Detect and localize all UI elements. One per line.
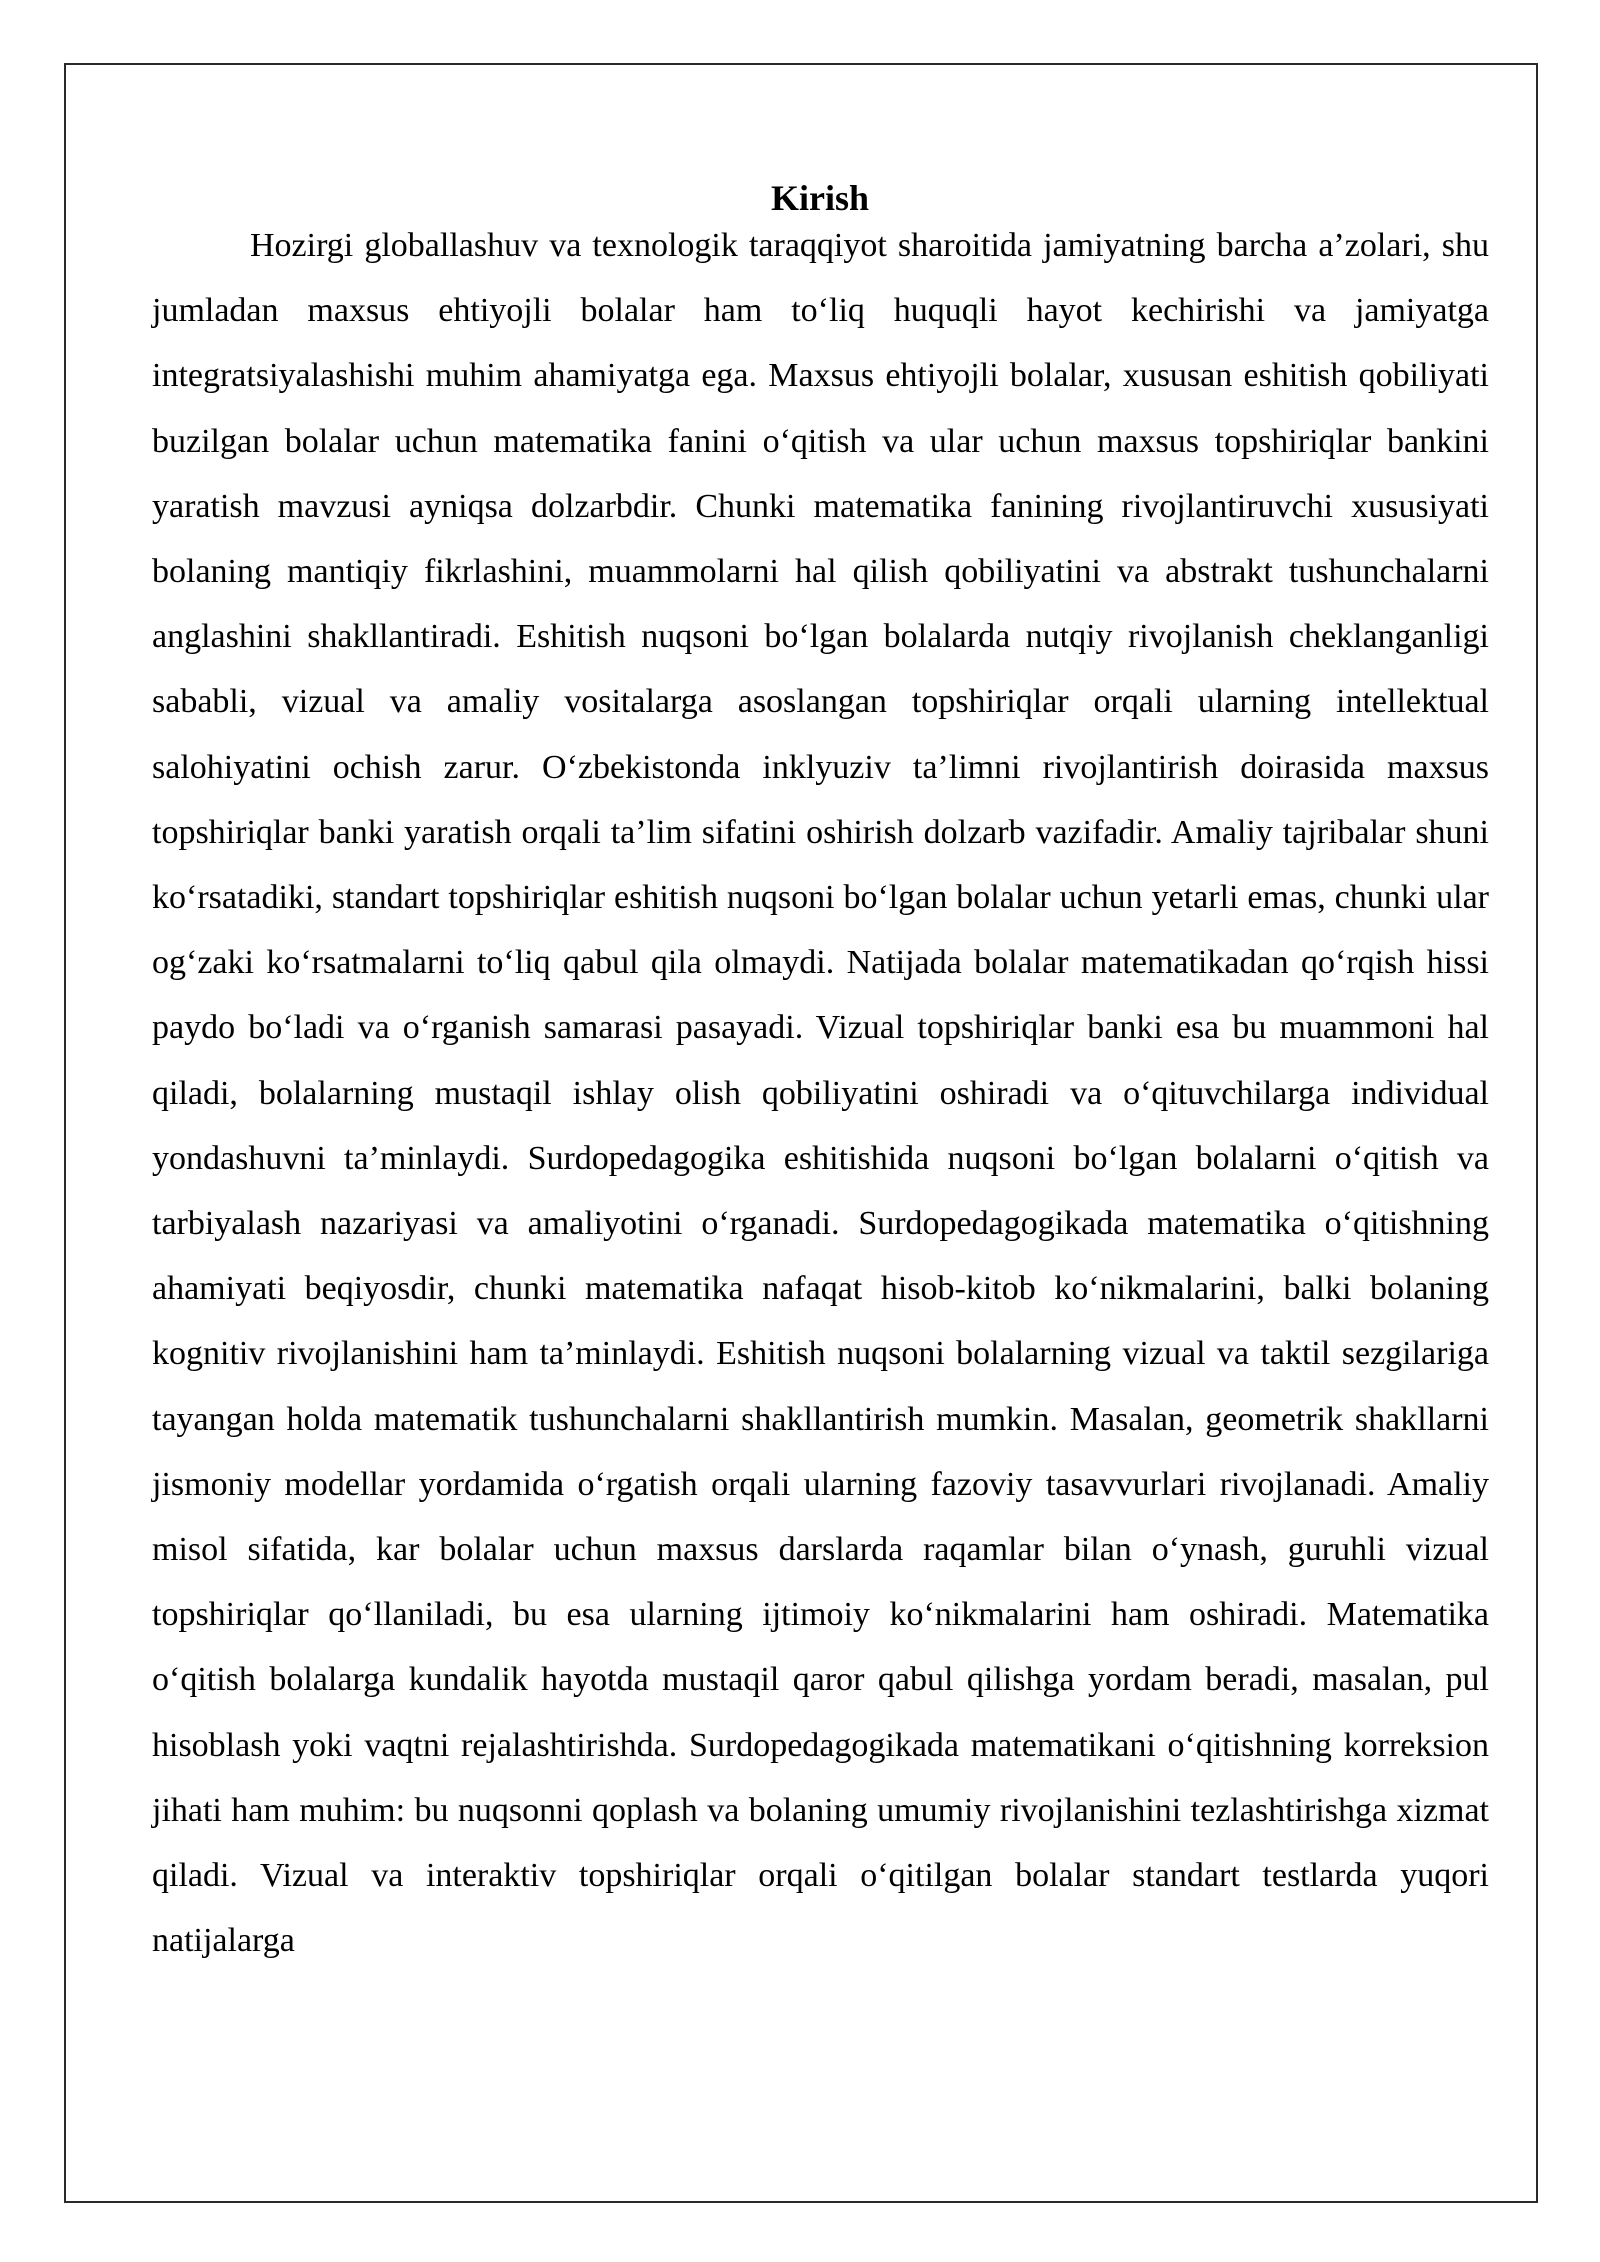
page-title: Kirish — [770, 178, 869, 219]
body-paragraph: Hozirgi globallashuv va texnologik taraqqiyot sharoitida jamiyatning barcha a’zolari, shu jumladan maxsus ehtiyojli bolalar ham to‘liq huquqli hayot kechirishi va jamiyatga integratsiyalashishi muhim ahamiyatga ega. Maxsus ehtiyojli bolalar, xususan eshitish qobiliyati buzilgan bolalar uchun matematika fanini o‘qitish va ular uchun maxsus topshiriqlar bankini yaratish mavzusi ayniqsa dolzarbdir. Chunki matematika fanining rivojlantiruvchi xususiyati bolaning mantiqiy fikrlashini, muammolarni hal qilish qobiliyatini va abstrakt tushunchalarni anglashini shakllantiradi. Eshitish nuqsoni bo‘lgan bolalarda nutqiy rivojlanish cheklanganligi sababli, vizual va amaliy vositalarga asoslangan topshiriqlar orqali ularning intellektual salohiyatini ochish zarur. O‘zbekistonda inklyuziv ta’limni rivojlantirish doirasida maxsus topshiriqlar banki yaratish orqali ta’lim sifatini oshirish dolzarb vazifadir. Amaliy tajribalar shuni ko‘rsatadiki, standart topshiriqlar eshitish nuqsoni bo‘lgan bolalar uchun yetarli emas, chunki ular og‘zaki ko‘rsatmalarni to‘liq qabul qila olmaydi. Natijada bolalar matematikadan qo‘rqish hissi paydo bo‘ladi va o‘rganish samarasi pasayadi. Vizual topshiriqlar banki esa bu muammoni hal qiladi, bolalarning mustaqil ishlay olish qobiliyatini oshiradi va o‘qituvchilarga individual yondashuvni ta’minlaydi. Surdopedagogika eshitishida nuqsoni bo‘lgan bolalarni o‘qitish va tarbiyalash nazariyasi va amaliyotini o‘rganadi. Surdopedagogikada matematika o‘qitishning ahamiyati beqiyosdir, chunki matematika nafaqat hisob-kitob ko‘nikmalarini, balki bolaning kognitiv rivojlanishini ham ta’minlaydi. Eshitish nuqsoni bolalarning vizual va taktil sezgilariga tayangan holda matematik tushunchalarni shakllantirish mumkin. Masalan, geometrik shakllarni jismoniy modellar yordamida o‘rgatish orqali ularning fazoviy tasavvurlari rivojlanadi. Amaliy misol sifatida, kar bolalar uchun maxsus darslarda raqamlar bilan o‘ynash, guruhli vizual topshiriqlar qo‘llaniladi, bu esa ularning ijtimoiy ko‘nikmalarini ham oshiradi. Matematika o‘qitish bolalarga kundalik hayotda mustaqil qaror qabul qilishga yordam beradi, masalan, pul hisoblash yoki vaqtni rejalashtirishda. Surdopedagogikada matematikani o‘qitishning korreksion jihati ham muhim: bu nuqsonni qoplash va bolaning umumiy rivojlanishini tezlashtirishga xizmat qiladi. Vizual va interaktiv topshiriqlar orqali o‘qitilgan bolalar standart testlarda yuqori natijalarga — [152, 227, 1489, 1960]
